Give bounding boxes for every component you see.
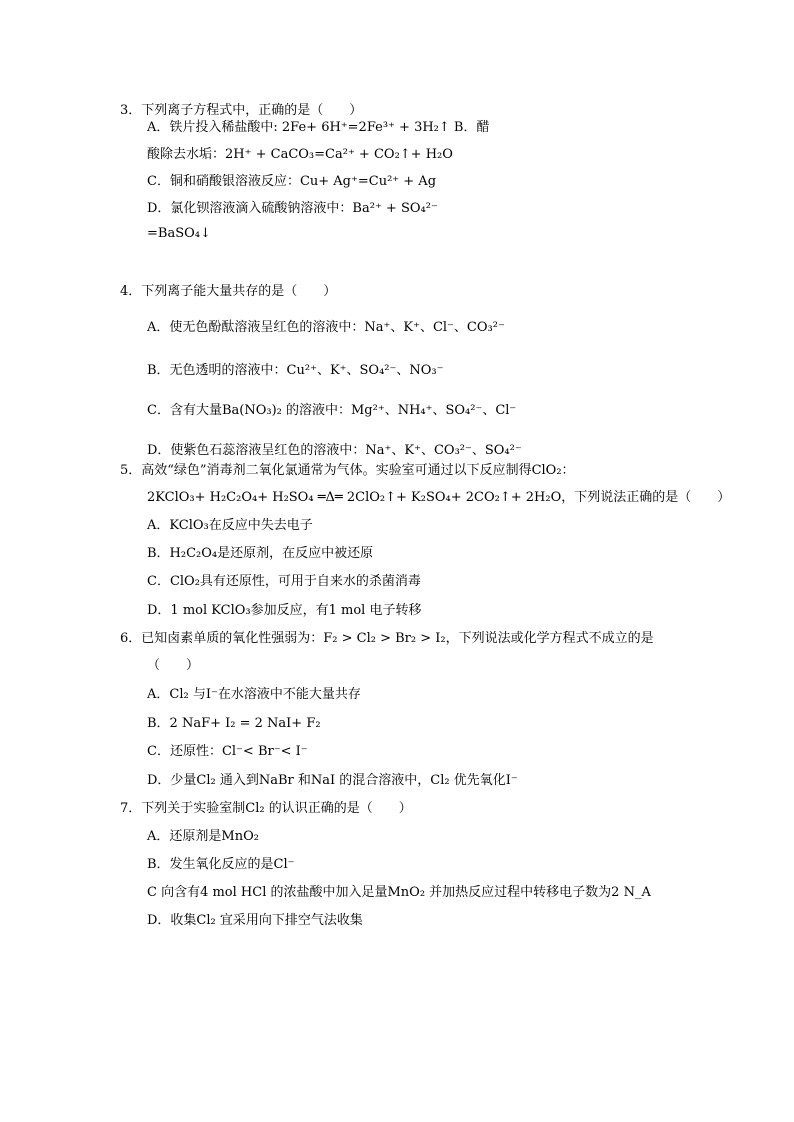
question-6-option-a: A．Cl₂ 与I⁻在水溶液中不能大量共存 — [147, 687, 361, 702]
question-4-option-d: D．使紫色石蕊溶液呈红色的溶液中：Na⁺、K⁺、CO₃²⁻、SO₄²⁻ — [147, 443, 522, 458]
question-5-option-d: D．1 mol KClO₃参加反应，有1 mol 电子转移 — [147, 603, 422, 618]
question-7-stem: 7．下列关于实验室制Cl₂ 的认识正确的是（ ） — [120, 801, 412, 816]
question-6-stem: 6．已知卤素单质的氧化性强弱为：F₂ > Cl₂ > Br₂ > I₂，下列说法或化学方程式不成立的是 — [120, 631, 654, 646]
question-6-option-d: D．少量Cl₂ 通入到NaBr 和NaI 的混合溶液中，Cl₂ 优先氧化I⁻ — [147, 773, 518, 788]
question-3-option-d-cont: =BaSO₄↓ — [147, 226, 211, 241]
question-3-option-d: D．氯化钡溶液滴入硫酸钠溶液中：Ba²⁺ + SO₄²⁻ — [147, 201, 438, 216]
question-4-option-a: A．使无色酚酞溶液呈红色的溶液中：Na⁺、K⁺、Cl⁻、CO₃²⁻ — [147, 320, 505, 335]
question-5-option-a: A．KClO₃在反应中失去电子 — [147, 518, 313, 533]
question-7-option-a: A．还原剂是MnO₂ — [147, 829, 259, 844]
question-4-option-b: B．无色透明的溶液中：Cu²⁺、K⁺、SO₄²⁻、NO₃⁻ — [147, 363, 444, 378]
question-6-option-c: C．还原性：Cl⁻< Br⁻< I⁻ — [147, 744, 308, 759]
question-3-option-a: A．铁片投入稀盐酸中: 2Fe+ 6H⁺=2Fe³⁺ + 3H₂↑ B．醋 — [147, 120, 490, 135]
question-7-option-b: B．发生氧化反应的是Cl⁻ — [147, 857, 295, 872]
question-3-stem: 3．下列离子方程式中，正确的是（ ） — [120, 103, 363, 118]
question-6-stem-cont: （ ） — [147, 658, 200, 673]
question-5-option-b: B．H₂C₂O₄是还原剂，在反应中被还原 — [147, 546, 374, 561]
question-3-option-c: C．铜和硝酸银溶液反应：Cu+ Ag⁺=Cu²⁺ + Ag — [147, 174, 437, 189]
question-6-option-b: B．2 NaF+ I₂ = 2 NaI+ F₂ — [147, 716, 321, 731]
question-7-option-c: C 向含有4 mol HCl 的浓盐酸中加入足量MnO₂ 并加热反应过程中转移电子数为2 N_A — [147, 885, 651, 900]
question-3-option-b: 酸除去水垢：2H⁺ + CaCO₃=Ca²⁺ + CO₂↑+ H₂O — [147, 147, 453, 162]
question-7-option-d: D．收集Cl₂ 宜采用向下排空气法收集 — [147, 913, 363, 928]
question-5-stem: 5．高效“绿色”消毒剂二氧化氯通常为气体。实验室可通过以下反应制得ClO₂： — [120, 463, 575, 478]
question-5-equation: 2KClO₃+ H₂C₂O₄+ H₂SO₄ ═Δ═ 2ClO₂↑+ K₂SO₄+ 2CO₂↑+ 2H₂O，下列说法正确的是（ ） — [147, 490, 731, 505]
question-4-stem: 4．下列离子能大量共存的是（ ） — [120, 284, 337, 299]
question-5-option-c: C．ClO₂具有还原性，可用于自来水的杀菌消毒 — [147, 574, 421, 589]
question-4-option-c: C．含有大量Ba(NO₃)₂ 的溶液中：Mg²⁺、NH₄⁺、SO₄²⁻、Cl⁻ — [147, 403, 517, 418]
